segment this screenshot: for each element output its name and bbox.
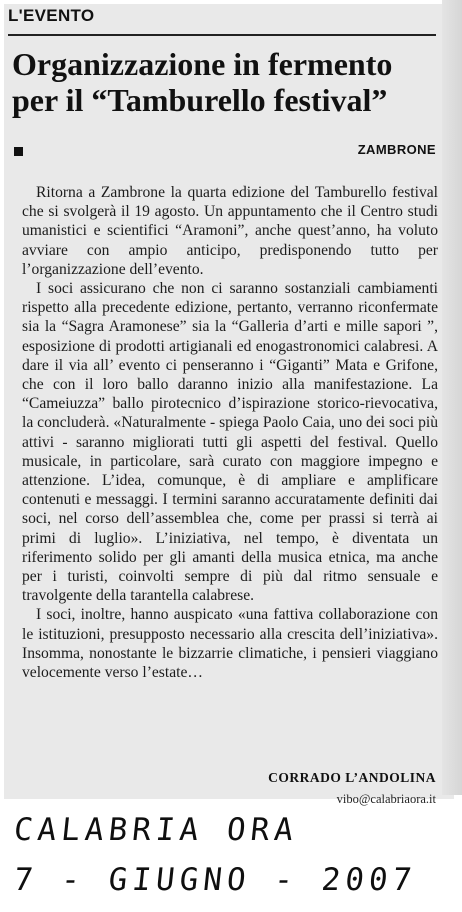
- article-headline: Organizzazione in fermento per il “Tamburello festival”: [12, 46, 393, 118]
- article-paragraph-1: Ritorna a Zambrone la quarta edizione del Tamburello festival che si svolgerà il 19 agosto. Un appuntamento che il Centro studi umanistici e scientifici “Aramoni”, anche quest’anno, ha voluto avviare con ampio anticipo, predisponendo tutto per l’organizzazione dell’evento.: [22, 184, 438, 278]
- section-kicker: L'EVENTO: [8, 6, 95, 25]
- article-paragraph-3: I soci, inoltre, hanno auspicato «una fattiva collaborazione con le istituzioni, presupposto necessario alla crescita dell’iniziativa». Insomma, nonostante le bizzarrie climatiche, i pensieri viaggiano velocemente verso l’estate…: [22, 606, 438, 682]
- handwritten-date: 7 - GIUGNO - 2007: [12, 862, 419, 898]
- handwritten-source: CALABRIA ORA: [12, 812, 300, 848]
- article-body: [22, 183, 438, 682]
- article-paragraph-2: I soci assicurano che non ci saranno sostanziali cambiamenti rispetto alla precedente edizione, pertanto, verranno riconfermate sia la “Sagra Aramonese” sia la “Galleria d’arti e mille sapori ”, esposizione di prodotti artigianali ed enogastronomici calabresi. A dare il via all’ evento ci penseranno i “Giganti” Mata e Grifone, che con il loro ballo daranno inizio alla manifestazione. La “Cameiuzza” ballo pirotecnico d’ispirazione storico-rievocativa, la concluderà. «Naturalmente - spiega Paolo Caia, uno dei soci più attivi - saranno migliorati tutti gli aspetti del festival. Quello musicale, in particolare, sarà curato con maggiore impegno e attenzione. L’idea, comunque, è di ampliare e amplificare contenuti e messaggi. I termini saranno accuratamente definiti dai soci, nel corso dell’assemblea che, come per prassi si terrà ai primi di luglio». L’iniziativa, nel tempo, è diventata un riferimento solido per gli amanti della musica etnica, ma anche per i turisti, coinvolti sempre di più dal ritmo sensuale e travolgente della tarantella calabrese.: [22, 280, 438, 605]
- bullet-square-icon: [14, 147, 23, 156]
- dateline-location: ZAMBRONE: [357, 142, 436, 157]
- kicker-divider: [8, 34, 436, 36]
- author-email: vibo@calabriaora.it: [336, 792, 436, 806]
- adjacent-column-bleed: [442, 0, 462, 795]
- author-byline: CORRADO L’ANDOLINA: [268, 770, 436, 785]
